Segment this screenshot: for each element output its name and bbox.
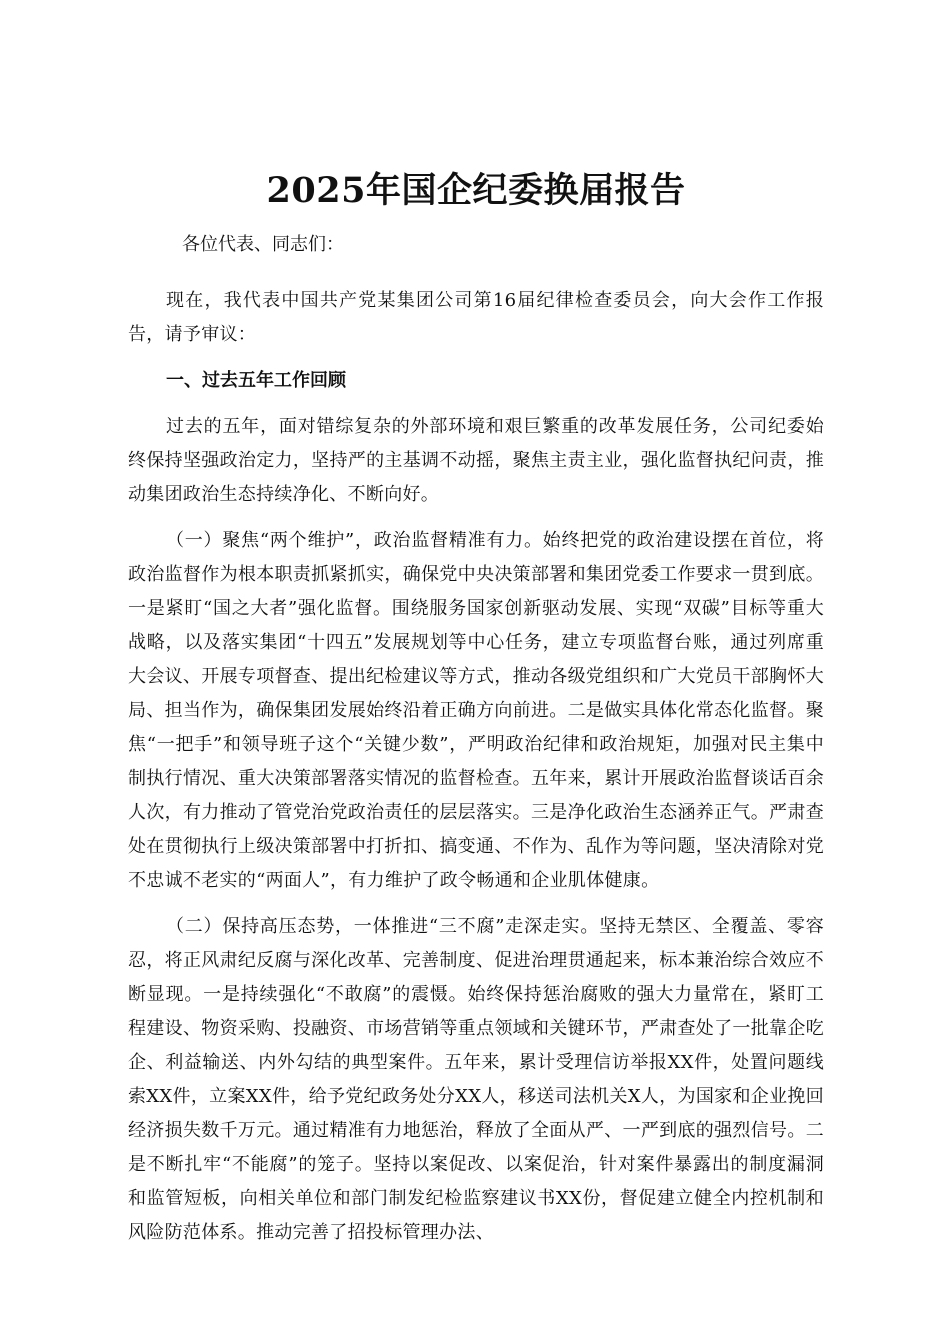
section-heading-review: 一、过去五年工作回顾 xyxy=(166,370,346,391)
overview-paragraph: 过去的五年，面对错综复杂的外部环境和艰巨繁重的改革发展任务，公司纪委始终保持坚强政治定力，坚持严的主基调不动摇，聚焦主责主业，强化监督执纪问责，推动集团政治生态持续净化、不断向好。 xyxy=(128,416,824,505)
document-title: 2025年国企纪委换届报告 xyxy=(266,170,686,211)
subsection-political-supervision: （一）聚焦“两个维护”，政治监督精准有力。始终把党的政治建设摆在首位，将政治监督作为根本职责抓紧抓实，确保党中央决策部署和集团党委工作要求一贯到底。一是紧盯“国之大者”强化监督。围绕服务国家创新驱动发展、实现“双碳”目标等重大战略，以及落实集团“十四五”发展规划等中心任务，建立专项监督台账，通过列席重大会议、开展专项督查、提出纪检建议等方式，推动各级党组织和广大党员干部胸怀大局、担当作为，确保集团发展始终沿着正确方向前进。二是做实具体化常态化监督。聚焦“一把手”和领导班子这个“关键少数”，严明政治纪律和政治规矩，加强对民主集中制执行情况、重大决策部署落实情况的监督检查。五年来，累计开展政治监督谈话百余人次，有力推动了管党治党政治责任的层层落实。三是净化政治生态涵养正气。严肃查处在贯彻执行上级决策部署中打折扣、搞变通、不作为、乱作为等问题，坚决清除对党不忠诚不老实的“两面人”，有力维护了政令畅通和企业肌体健康。 xyxy=(128,530,824,891)
intro-paragraph: 现在，我代表中国共产党某集团公司第16届纪律检查委员会，向大会作工作报告，请予审议： xyxy=(128,290,824,345)
subsection-anti-corruption: （二）保持高压态势，一体推进“三不腐”走深走实。坚持无禁区、全覆盖、零容忍，将正风肃纪反腐与深化改革、完善制度、促进治理贯通起来，标本兼治综合效应不断显现。一是持续强化“不敢腐”的震慑。始终保持惩治腐败的强大力量常在，紧盯工程建设、物资采购、投融资、市场营销等重点领域和关键环节，严肃查处了一批靠企吃企、利益输送、内外勾结的典型案件。五年来，累计受理信访举报XX件，处置问题线索XX件，立案XX件，给予党纪政务处分XX人，移送司法机关X人，为国家和企业挽回经济损失数千万元。通过精准有力地惩治，释放了全面从严、一严到底的强烈信号。二是不断扎牢“不能腐”的笼子。坚持以案促改、以案促治，针对案件暴露出的制度漏洞和监管短板，向相关单位和部门制发纪检监察建议书XX份，督促建立健全内控机制和风险防范体系。推动完善了招投标管理办法、 xyxy=(128,916,824,1243)
document-body xyxy=(128,168,824,1262)
salutation: 各位代表、同志们： xyxy=(182,234,344,255)
